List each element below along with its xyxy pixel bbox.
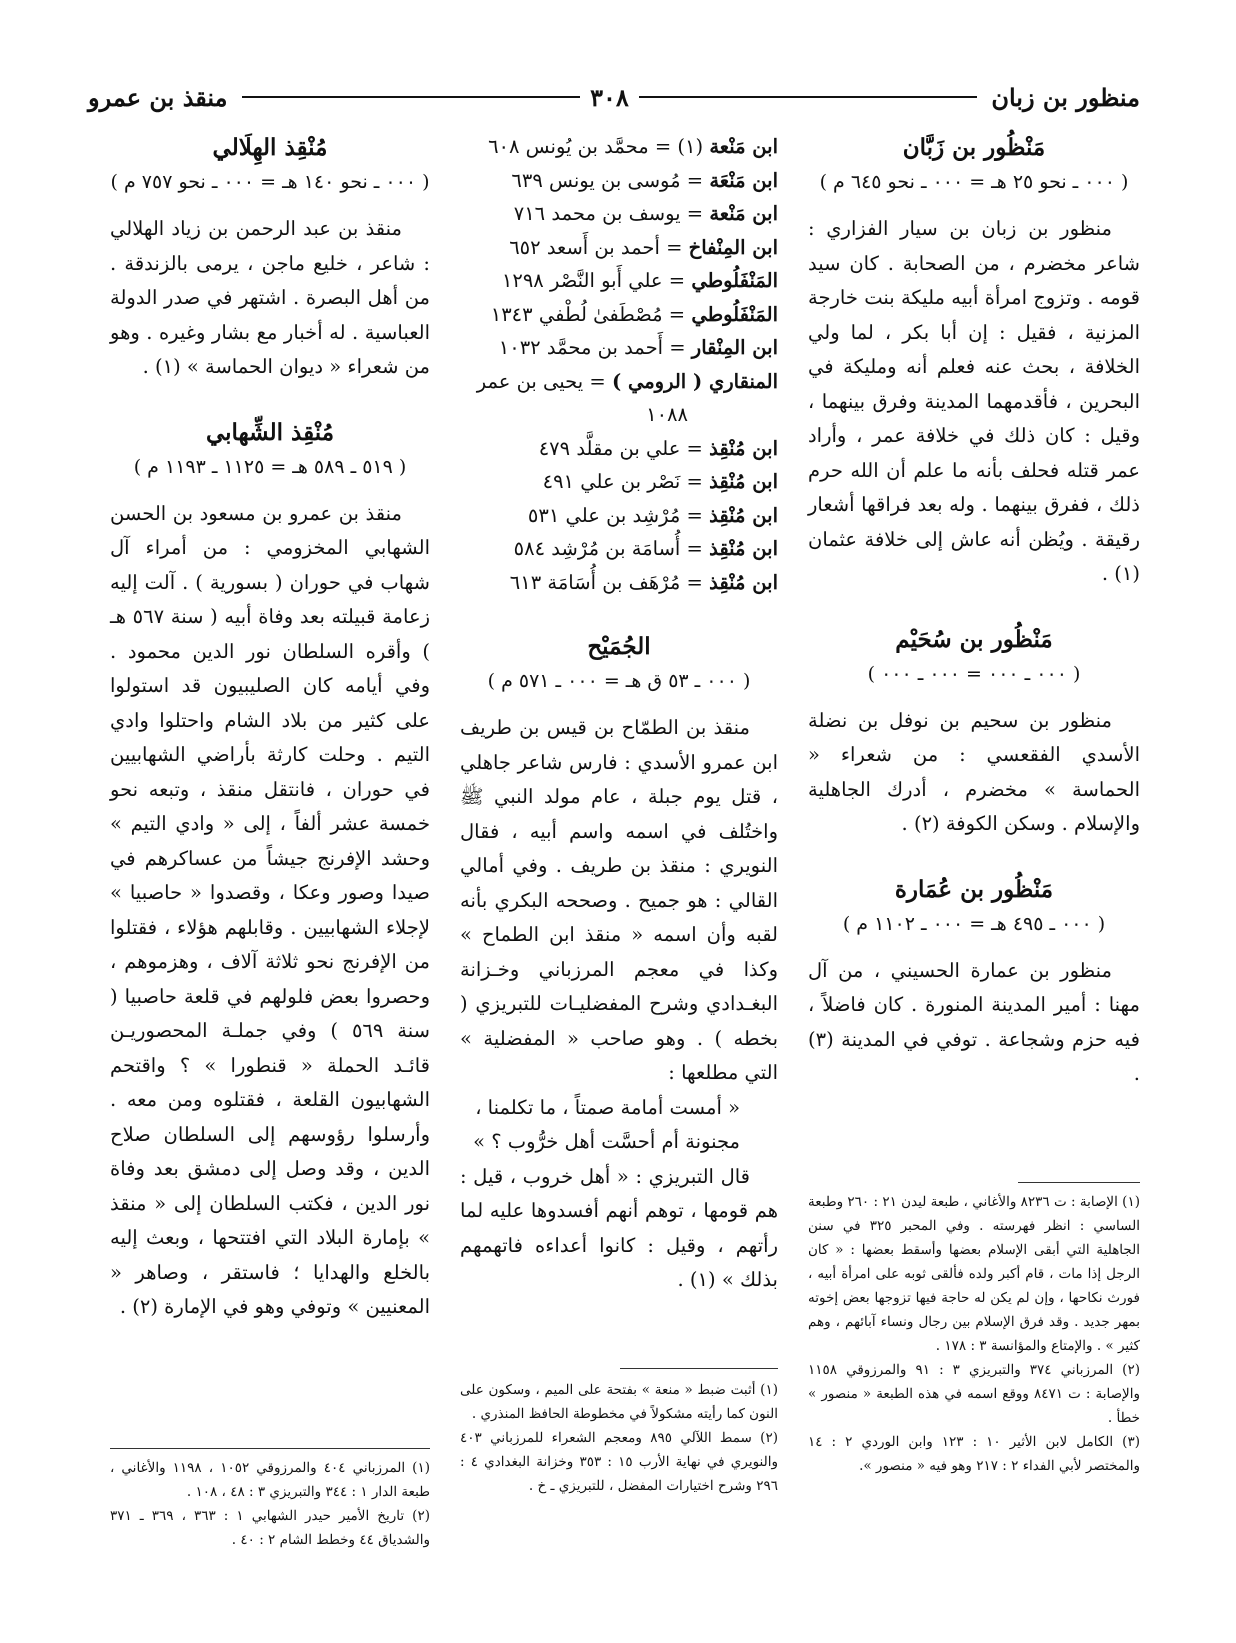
- cross-reference: المَنْفَلُوطي = مُصْطَفىٰ لُطْفي ١٣٤٣: [490, 302, 778, 326]
- entry-title: الجُمَيْح: [587, 633, 651, 660]
- entry-body: [808, 704, 1140, 842]
- entry-text: منظور بن سحيم بن نوفل بن نضلة الأسدي الفقعسي : من شعراء « الحماسة » مخضرم ، أدرك الجاهلية والإسلام . وسكن الكوفة (٢) .: [808, 708, 1140, 835]
- entry-title: مَنْظُور بن عُمَارة: [894, 875, 1054, 903]
- cross-reference: ابن المِنْفاخ = أحمد بن أَسعد ٦٥٢: [509, 235, 778, 259]
- entry-title: مُنْقِذ الشِّهابي: [205, 418, 335, 446]
- left-footnotes: [110, 1456, 430, 1552]
- entry-dates: ( ٥١٩ ـ ٥٨٩ هـ = ١١٢٥ ـ ١١٩٣ م ): [133, 455, 407, 478]
- entry-dates: ( ٠٠٠ ـ ٠٠٠ = ٠٠٠ ـ ٠٠٠ ): [867, 662, 1081, 685]
- entry-body: [460, 711, 778, 1298]
- entry-text: منقذ بن عمرو بن مسعود بن الحسن الشهابي المخزومي : من أمراء آل شهاب في حوران ( بسورية ) . آلت إليه زعامة قبيلته بعد وفاة أبيه ( سنة ٥٦٧ هـ ) وأقره السلطان نور الدين محمود . وفي أيامه كان الصليبيون قد استولوا على كثير من بلاد الشام واحتلوا وادي التيم . وحلت كارثة بأراضي الشهابيين في حوران ، فانتقل منقذ ، وتبعه نحو خمسة عشر ألفاً ، إلى « وادي التيم » وحشد الإفرنج جيشاً من عساكرهم في صيدا وصور وعكا ، وقصدوا « حاصبيا » لإجلاء الشهابيين . وقابلهم هؤلاء ، فقتلوا من الإفرنج نحو ثلاثة آلاف ، وهزموهم ، وحصروا بعض فلولهم في قلعة حاصبيا ( سنة ٥٦٩ ) وفي جملـة المحصوريـن قائـد الحملة « قنطورا » ؟ واقتحم الشهابيون القلعة ، فقتلوه ومن معه . وأرسلوا رؤوسهم إلى السلطان صلاح الدين ، وقد وصل إلى دمشق بعد وفاة نور الدين ، فكتب السلطان إلى « منقذ » بإمارة البلاد التي افتتحها ، وبعث إليه بالخلع والهدايا ؛ فاستقر ، وصاهر « المعنيين » وتوفي وهو في الإمارة (٢) .: [110, 501, 430, 1318]
- entry-title: مَنْظُور بن سُحَيْم: [895, 625, 1053, 653]
- footnote: (١) المرزباني ٤٠٤ والمرزوقي ١٠٥٢ ، ١١٩٨ والأغاني ، طبعة الدار ١ : ٣٤٤ والتبريزي ٣ : ٤٨ ، ١٠٨ .: [110, 1460, 430, 1500]
- header-center: [242, 83, 978, 112]
- middle-footnotes: [460, 1378, 778, 1498]
- entry-dates: ( ٠٠٠ ـ ٥٣ ق هـ = ٠٠٠ ـ ٥٧١ م ): [487, 670, 751, 692]
- entry-text: منقذ بن عبد الرحمن بن زياد الهلالي : شاعر ، خليع ماجن ، يرمى بالزندقة . من أهل البصرة . اشتهر في صدر الدولة العباسية . له أخبار مع بشار وغيره . وهو من شعراء « ديوان الحماسة » (١) .: [110, 217, 430, 378]
- running-header: [88, 80, 1140, 114]
- cross-reference: ابن مَنْعة (١) = محمَّد بن يُونس ٦٠٨: [488, 135, 778, 158]
- header-left-title: منقذ بن عمرو: [88, 82, 228, 112]
- cross-reference: المنقاري ( الرومي ) = يحيى بن عمر: [476, 369, 778, 393]
- footnote: (٢) تاريخ الأمير حيدر الشهابي ١ : ٣٦٣ ، ٣٦٩ ـ ٣٧١ والشدياق ٤٤ وخطط الشام ٢ : ٤٠ .: [110, 1508, 430, 1548]
- entry-dates: ( ٠٠٠ ـ نحو ٢٥ هـ = ٠٠٠ ـ نحو ٦٤٥ م ): [819, 171, 1129, 193]
- cross-reference: ابن مَنْعَة = مُوسى بن يونس ٦٣٩: [511, 168, 778, 192]
- cross-reference: المَنْفَلُوطي = علي أَبو النَّصْر ١٢٩٨: [501, 269, 778, 292]
- header-rule-right: [639, 96, 978, 98]
- cross-reference: ابن مُنْقِذ = علي بن مقلَّد ٤٧٩: [538, 436, 778, 460]
- entry-text: منظور بن زبان بن سيار الفزاري : شاعر مخضرم ، من الصحابة . كان سيد قومه . وتزوج امرأة أبيه مليكة بنت خارجة المزنية ، فقيل : إن أبا بكر ، لما ولي الخلافة ، بحث عنه فعلم أنه ومليكة في البحرين ، فأقدمهما المدينة وفرق بينهما ، وقيل : كان ذلك في خلافة عمر ، وأراد عمر قتله فحلف بأنه ما علم أن الله حرم ذلك ، ففرق بينهما . وله بعد فراقها أشعار رقيقة . ويُظن أنه عاش إلى خلافة عثمان (١) .: [808, 217, 1140, 585]
- cross-reference: ابن المِنْقار = أَحمد بن محمَّد ١٠٣٢: [498, 336, 778, 359]
- footnote: (١) الإصابة : ت ٨٢٣٦ والأغاني ، طبعة ليدن ٢١ : ٢٦٠ وطبعة الساسي : انظر فهرسته . وفي المحبر ٣٢٥ في سنن الجاهلية التي أبقى الإسلام بعضها وأسقط بعضها : « كان الرجل إذا مات ، قام أكبر ولده فألقى ثوبه على امرأة أبيه ، فورث نكاحها ، وإن لم يكن له حاجة فيها تزوجها بعض إخوته بمهر جديد . وقد فرق الإسلام بين رجال ونساء آبائهم ، وهم كثير » . والإمتاع والمؤانسة ٣ : ١٧٨ .: [808, 1194, 1141, 1354]
- cross-reference: ابن مُنْقِذ = مُرْشِد بن علي ٥٣١: [527, 503, 778, 527]
- middle-column: [460, 130, 778, 1298]
- entry-dates: ( ٠٠٠ ـ ٤٩٥ هـ = ٠٠٠ ـ ١١٠٢ م ): [842, 912, 1106, 935]
- entry-text: قال التبريزي : « أهل خروب ، قيل : هم قومها ، توهم أنهم أفسدوها عليه لما رأتهم ، وقيل : كانوا أعداءه فاتهمهم بذلك » (١) .: [460, 1164, 778, 1291]
- right-column: [808, 130, 1140, 1092]
- verse-line: مجنونة أم أحسَّت أهل خرُّوب ؟ »: [473, 1130, 740, 1153]
- entry-text: منظور بن عمارة الحسيني ، من آل مهنا : أمير المدينة المنورة . كان فاضلاً ، فيه حزم وشجاعة . توفي في المدينة (٣) .: [808, 958, 1140, 1085]
- entry-title: مَنْظُور بن زَبَّان: [902, 134, 1046, 161]
- footnote: (٣) الكامل لابن الأثير ١٠ : ١٢٣ وابن الوردي ٢ : ١٤ والمختصر لأبي الفداء ٢ : ٢١٧ وهو فيه « منصور ».: [808, 1434, 1140, 1474]
- right-footnotes: [808, 1190, 1140, 1478]
- cross-reference: ابن مُنْقِذ = نَصْر بن علي ٤٩١: [542, 470, 778, 493]
- cross-reference: ابن مُنْقِذ = مُرْهَف بن أُسَامَة ٦١٣: [509, 570, 778, 594]
- header-rule-left: [242, 96, 581, 98]
- entry-dates: ( ٠٠٠ ـ نحو ١٤٠ هـ = ٠٠٠ ـ نحو ٧٥٧ م ): [110, 171, 430, 193]
- footnote-rule: [1018, 1182, 1140, 1183]
- entry-text: منقذ بن الطمّاح بن قيس بن طريف ابن عمرو الأسدي : فارس شاعر جاهلي ، قتل يوم جبلة ، عام مولد النبي ﷺ واختُلف في اسمه واسم أبيه ، فقال النويري : منقذ بن طريف . وفي أمالي القالي : هو جميح . وصححه البكري بأنه لقبه وأن اسمه « منقذ ابن الطماح » وكذا في معجم المرزباني وخـزانة البغـدادي وشرح المفضليـات للتبريزي ( بخطه ) . وهو صاحب « المفضلية » التي مطلعها :: [460, 716, 778, 1084]
- entry-body: [110, 497, 430, 1325]
- header-right-title: منظور بن زبان: [991, 82, 1140, 112]
- cross-reference: ابن مُنْقِذ = أُسامَة بن مُرْشِد ٥٨٤: [513, 537, 778, 560]
- footnote: (١) أثبت ضبط « منعة » بفتحة على الميم ، وسكون على النون كما رأيته مشكولاً في مخطوطة الحافظ المنذري .: [460, 1382, 778, 1422]
- cross-reference-list: [460, 130, 778, 599]
- cross-reference-continued: ١٠٨٨: [646, 403, 688, 426]
- cross-reference: ابن مَنْعة = يوسف بن محمد ٧١٦: [513, 202, 778, 225]
- verse-line: « أمست أمامة صمتاً ، ما تكلمنا ،: [475, 1095, 740, 1119]
- footnote-rule: [620, 1368, 778, 1369]
- footnote-rule: [110, 1448, 430, 1449]
- entry-body: [110, 212, 430, 385]
- entry-body: [808, 954, 1140, 1092]
- page-number: ٣٠٨: [590, 82, 629, 112]
- entry-title: مُنْقِذ الهِلَالي: [212, 134, 328, 161]
- footnote: (٢) المرزباني ٣٧٤ والتبريزي ٣ : ٩١ والمرزوقي ١١٥٨ والإصابة : ت ٨٤٧١ ووقع اسمه في هذه الطبعة « منصور » خطأ .: [808, 1362, 1140, 1426]
- footnote: (٢) سمط اللآلي ٨٩٥ ومعجم الشعراء للمرزباني ٤٠٣ والنويري في نهاية الأرب ١٥ : ٣٥٣ وخزانة البغدادي ٤ : ٢٩٦ وشرح اختيارات المفضل ، للتبريزي ـ خ .: [460, 1430, 779, 1494]
- left-column: [110, 130, 430, 1325]
- entry-body: [808, 212, 1140, 592]
